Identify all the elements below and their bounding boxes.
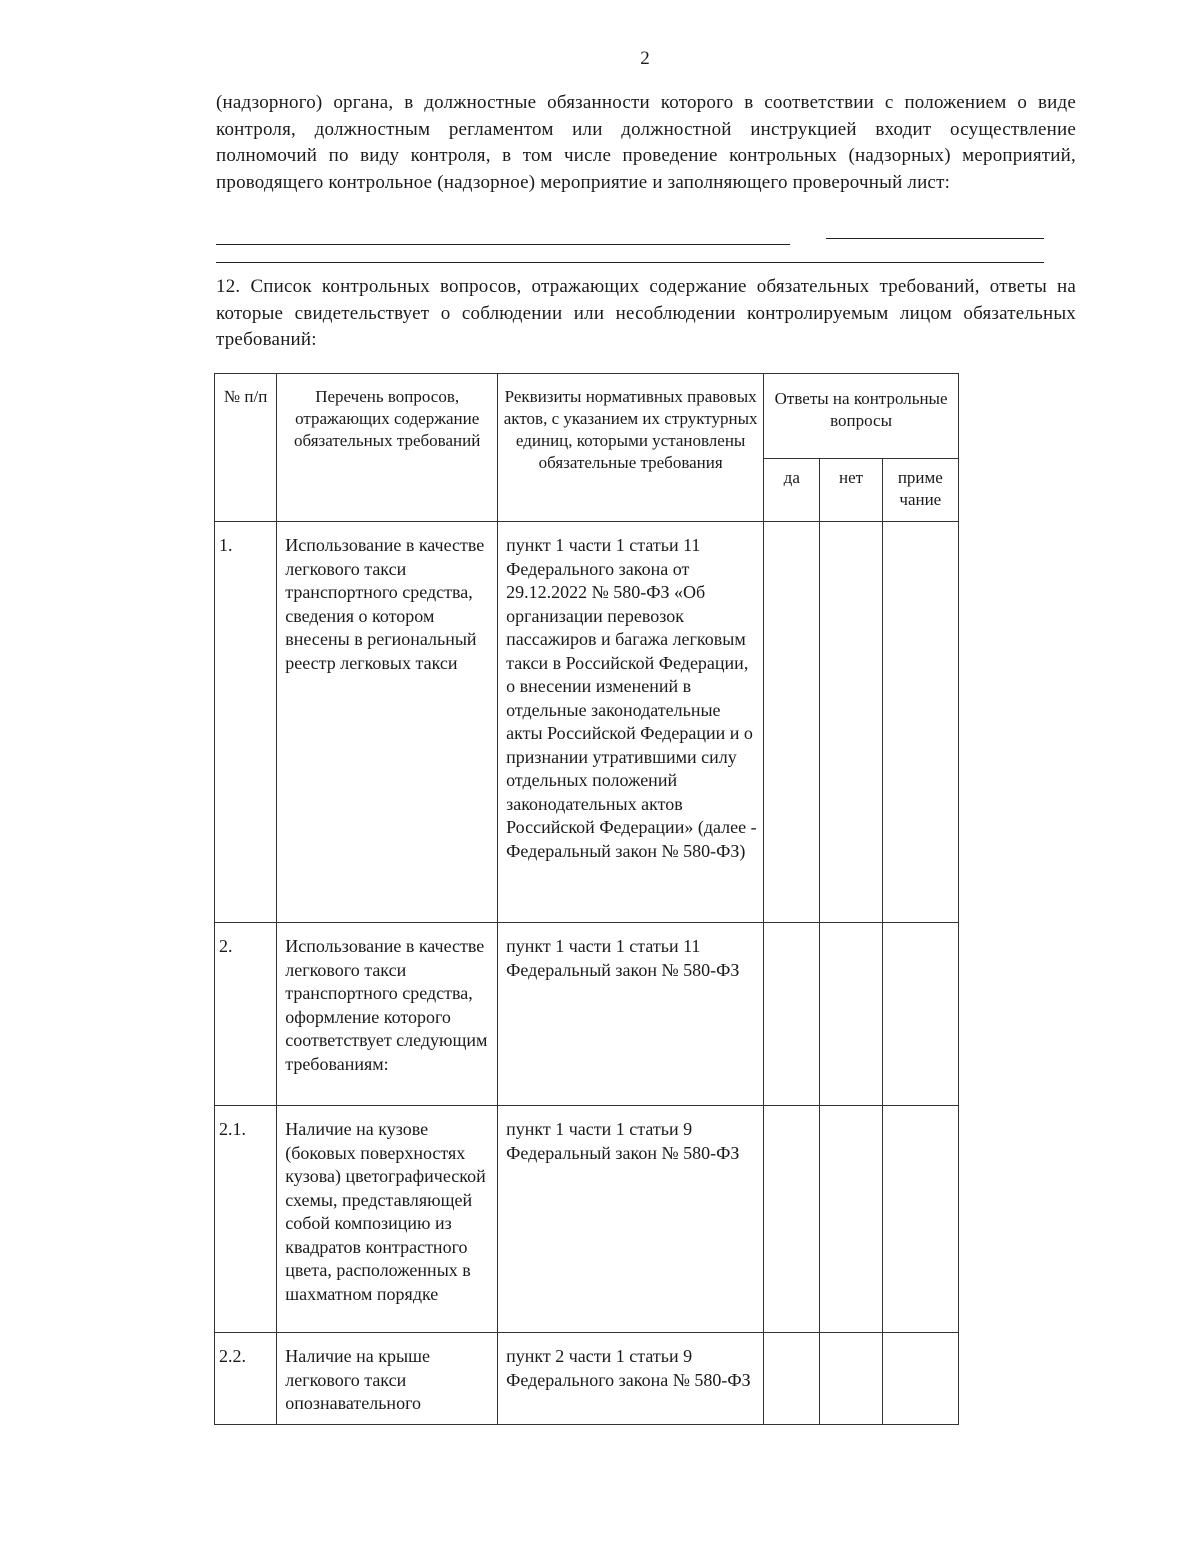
- page-number: 2: [640, 48, 650, 69]
- table-row: [215, 522, 959, 923]
- row-number: 2.2.: [215, 1333, 277, 1425]
- answer-no-cell[interactable]: [820, 522, 882, 923]
- answer-yes-cell[interactable]: [764, 522, 820, 923]
- table-row: [215, 1106, 959, 1333]
- section-heading: 12. Список контрольных вопросов, отражающих содержание обязательных требований, ответы на которые свидетельствует о соблюдении или несоблюдении контролируемым лицом обязательных требований:: [216, 276, 1076, 350]
- row-question: Использование в качестве легкового такси транспортного средства, оформление которого соответствует следующим требованиям:: [277, 923, 498, 1106]
- row-question: Использование в качестве легкового такси транспортного средства, сведения о котором внесены в региональный реестр легковых такси: [277, 522, 498, 923]
- table-row: [215, 923, 959, 1106]
- row-requisite: пункт 1 части 1 статьи 9 Федеральный закон № 580-ФЗ: [498, 1106, 764, 1333]
- answer-yes-cell[interactable]: [764, 923, 820, 1106]
- answer-yes-cell[interactable]: [764, 1106, 820, 1333]
- checklist-table: [214, 373, 959, 1425]
- answer-no-cell[interactable]: [820, 1106, 882, 1333]
- answer-note-cell[interactable]: [882, 1106, 958, 1333]
- row-number: 1.: [215, 522, 277, 923]
- header-answers: Ответы на контрольные вопросы: [764, 374, 959, 459]
- answer-note-cell[interactable]: [882, 1333, 958, 1425]
- row-number: 2.: [215, 923, 277, 1106]
- header-num: № п/п: [215, 374, 277, 522]
- intro-paragraph: (надзорного) органа, в должностные обязанности которого в соответствии с положением о виде контроля, должностным регламентом или должностной инструкцией входит осуществление полномочий по виду контроля, в том числе проведение контрольных (надзорных) мероприятий, проводящего контрольное (надзорное) мероприятие и заполняющего проверочный лист:: [216, 92, 1076, 193]
- answer-no-cell[interactable]: [820, 1333, 882, 1425]
- answer-note-cell[interactable]: [882, 522, 958, 923]
- header-note: приме чание: [882, 459, 958, 522]
- row-number: 2.1.: [215, 1106, 277, 1333]
- row-requisite: пункт 2 части 1 статьи 9 Федерального закона № 580-ФЗ: [498, 1333, 764, 1425]
- row-requisite: пункт 1 части 1 статьи 11 Федеральный закон № 580-ФЗ: [498, 923, 764, 1106]
- row-requisite: пункт 1 части 1 статьи 11 Федерального закона от 29.12.2022 № 580-ФЗ «Об организации перевозок пассажиров и багажа легковым такси в Российской Федерации, о внесении изменений в отдельные законодательные акты Российской Федерации и о признании утратившими силу отдельных положений законодательных актов Российской Федерации» (далее - Федеральный закон № 580-ФЗ): [498, 522, 764, 923]
- answer-note-cell[interactable]: [882, 923, 958, 1106]
- header-no: нет: [820, 459, 882, 522]
- signature-line-full: [216, 262, 1044, 263]
- header-yes: да: [764, 459, 820, 522]
- row-question: Наличие на крыше легкового такси опознавательного: [277, 1333, 498, 1425]
- answer-yes-cell[interactable]: [764, 1333, 820, 1425]
- signature-line-sign: [826, 238, 1044, 239]
- signature-line-name: [216, 244, 790, 245]
- row-question: Наличие на кузове (боковых поверхностях кузова) цветографической схемы, представляющей собой композицию из квадратов контрастного цвета, расположенных в шахматном порядке: [277, 1106, 498, 1333]
- header-requisites: Реквизиты нормативных правовых актов, с указанием их структурных единиц, которыми установлены обязательные требования: [498, 374, 764, 522]
- table-header-row: [215, 374, 959, 459]
- table-row: [215, 1333, 959, 1425]
- header-questions: Перечень вопросов, отражающих содержание обязательных требований: [277, 374, 498, 522]
- answer-no-cell[interactable]: [820, 923, 882, 1106]
